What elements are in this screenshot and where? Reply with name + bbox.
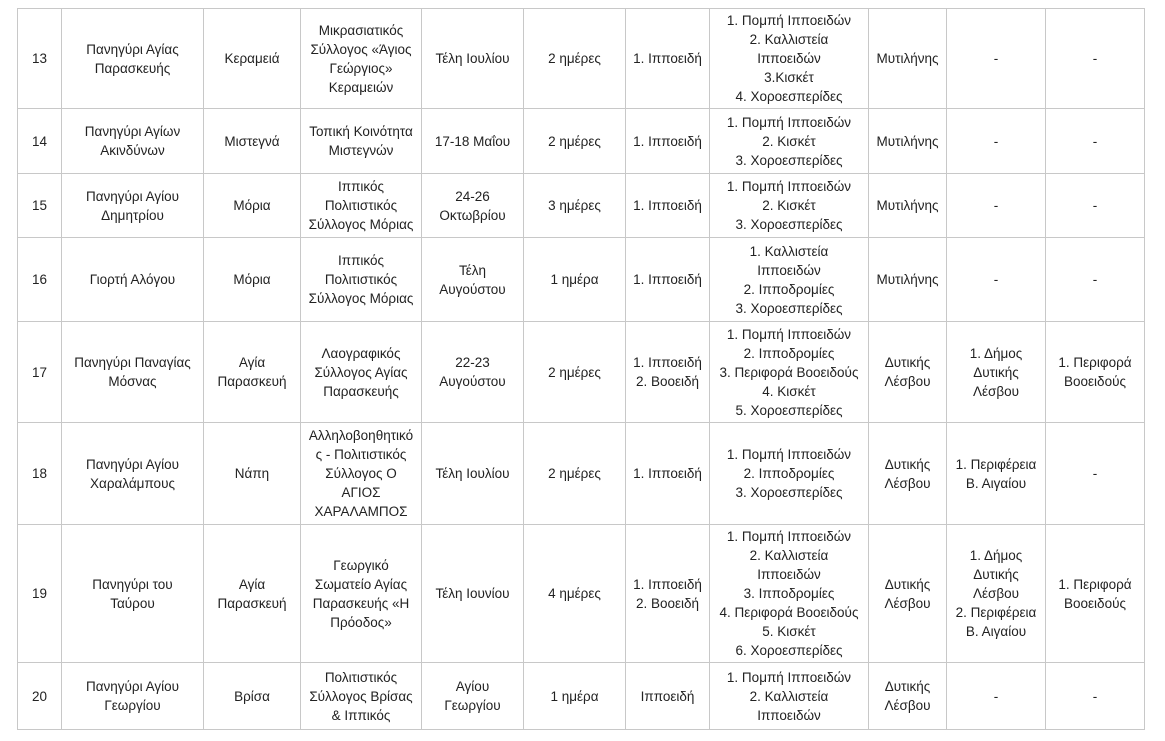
events-line: 1. Πομπή Ιπποειδών: [726, 326, 852, 342]
date-line: 24-26: [455, 188, 490, 204]
events-line: 1. Πομπή Ιπποειδών: [726, 447, 852, 462]
duration-cell: 4 ημέρες: [524, 525, 626, 663]
events-line: 1. Καλλιστεία: [749, 243, 829, 259]
support-line: Δυτικής: [973, 364, 1019, 380]
date-line: Αγίου: [455, 679, 490, 694]
municipality-line: Λέσβου: [884, 475, 931, 491]
municipality-line: Μυτιλήνης: [876, 51, 939, 66]
procession-cell: [1046, 109, 1145, 174]
animals-line: 1. Ιπποειδή: [633, 272, 702, 287]
village-cell: [204, 174, 301, 238]
events-cell: [710, 423, 869, 525]
duration-cell: 2 ημέρες: [524, 9, 626, 109]
village-line: Μόρια: [233, 272, 271, 287]
support-cell: [947, 238, 1046, 322]
animals-line: 1. Ιπποειδή: [633, 133, 702, 149]
organizer-cell: [301, 238, 422, 322]
festival-name-line: Πανηγύρι Αγίας: [86, 41, 179, 57]
events-line: 2. Καλλιστεία: [749, 688, 829, 704]
date-cell: [422, 109, 524, 174]
organizer-line: Σύλλογος Μόριας: [308, 217, 414, 232]
village-cell: [204, 238, 301, 322]
village-line: Μόρια: [233, 198, 271, 213]
organizer-line: Αλληλοβοηθητικό: [308, 428, 414, 443]
events-line: 3. Περιφορά Βοοειδούς: [719, 364, 859, 380]
date-cell: [422, 322, 524, 423]
organizer-line: Σύλλογος Αγίας: [314, 364, 408, 380]
festival-name-line: Δημητρίου: [101, 207, 164, 223]
events-line: 1. Πομπή Ιπποειδών: [726, 529, 852, 544]
organizer-line: Σύλλογος Βρίσας: [309, 688, 413, 704]
table-row: [18, 663, 1145, 730]
table-row: [18, 423, 1145, 525]
village-cell: [204, 109, 301, 174]
village-line: Αγία: [238, 576, 266, 592]
village-line: Νάπη: [234, 466, 270, 481]
organizer-line: Σωματείο Αγίας: [314, 576, 408, 592]
organizer-line: Παρασκευής «Η: [312, 595, 410, 611]
festival-name-cell: [62, 663, 204, 730]
procession-line: -: [1092, 198, 1098, 213]
date-cell: [422, 663, 524, 730]
table-row: [18, 109, 1145, 174]
animals-cell: [626, 322, 710, 423]
events-line: 3.Κισκέτ: [764, 70, 814, 85]
table-body: [18, 9, 1145, 730]
organizer-line: & Ιππικός: [331, 707, 391, 723]
municipality-cell: [869, 238, 947, 322]
organizer-cell: [301, 663, 422, 730]
festival-name-cell: [62, 322, 204, 423]
duration-cell: 1 ημέρα: [524, 238, 626, 322]
row-number-cell: 14: [18, 109, 62, 174]
row-number-cell: 20: [18, 663, 62, 730]
support-line: Β. Αιγαίου: [965, 624, 1027, 639]
organizer-cell: [301, 109, 422, 174]
events-line: Ιπποειδών: [757, 567, 821, 582]
events-cell: [710, 525, 869, 663]
organizer-line: Μικρασιατικός: [318, 22, 404, 38]
events-line: 2. Κισκέτ: [762, 133, 816, 149]
date-line: Γεωργίου: [444, 698, 501, 713]
festival-name-cell: [62, 9, 204, 109]
organizer-line: Ιππικός: [338, 179, 384, 194]
events-line: 2. Κισκέτ: [762, 198, 816, 213]
festival-name-line: Πανηγύρι Αγίου: [85, 456, 180, 472]
animals-line: 2. Βοοειδή: [635, 374, 700, 389]
organizer-cell: [301, 322, 422, 423]
row-number-cell: 17: [18, 322, 62, 423]
support-cell: [947, 174, 1046, 238]
row-number-cell: 16: [18, 238, 62, 322]
events-line: 2. Ιπποδρομίες: [743, 466, 835, 481]
procession-line: Βοοειδούς: [1064, 595, 1126, 611]
events-line: 3. Χοροεσπερίδες: [735, 217, 843, 232]
organizer-line: Μιστεγνών: [328, 143, 394, 158]
animals-line: Ιπποειδή: [640, 688, 695, 704]
animals-cell: [626, 525, 710, 663]
events-line: 6. Χοροεσπερίδες: [735, 643, 843, 658]
municipality-line: Μυτιλήνης: [876, 133, 939, 149]
date-line: 22-23: [455, 355, 490, 370]
festival-name-cell: [62, 174, 204, 238]
procession-cell: [1046, 238, 1145, 322]
organizer-line: ΧΑΡΑΛΑΜΠΟΣ: [314, 504, 408, 519]
municipality-line: Δυτικής: [884, 576, 931, 592]
village-cell: [204, 525, 301, 663]
village-cell: [204, 423, 301, 525]
municipality-cell: [869, 9, 947, 109]
table-row: [18, 238, 1145, 322]
support-cell: [947, 525, 1046, 663]
animals-line: 1. Ιπποειδή: [633, 576, 702, 592]
procession-line: 1. Περιφορά: [1058, 355, 1132, 370]
procession-cell: [1046, 525, 1145, 663]
festival-name-line: Πανηγύρι Αγίου: [85, 188, 180, 204]
support-line: -: [993, 272, 999, 287]
events-line: Ιπποειδών: [757, 51, 821, 66]
procession-cell: [1046, 9, 1145, 109]
row-number-cell: 15: [18, 174, 62, 238]
support-line: Λέσβου: [972, 383, 1020, 399]
municipality-line: Λέσβου: [884, 595, 931, 611]
organizer-line: Πολιτιστικός: [324, 669, 398, 685]
date-line: Τέλη Ιουνίου: [435, 586, 510, 601]
organizer-line: Σύλλογος «Άγιος: [310, 41, 412, 57]
animals-line: 2. Βοοειδή: [635, 595, 700, 611]
support-line: 2. Περιφέρεια: [955, 605, 1037, 620]
support-cell: [947, 322, 1046, 423]
events-cell: [710, 238, 869, 322]
support-line: Β. Αιγαίου: [965, 475, 1027, 491]
row-number-cell: 19: [18, 525, 62, 663]
support-line: 1. Περιφέρεια: [955, 456, 1037, 472]
organizer-line: ΑΓΙΟΣ: [341, 485, 381, 500]
support-line: 1. Δήμος: [969, 548, 1023, 563]
municipality-line: Λέσβου: [884, 374, 931, 389]
municipality-cell: [869, 322, 947, 423]
date-line: Τέλη Ιουλίου: [435, 466, 510, 481]
events-line: 5. Κισκέτ: [762, 624, 816, 639]
events-cell: [710, 322, 869, 423]
festival-name-cell: [62, 423, 204, 525]
procession-line: 1. Περιφορά: [1058, 576, 1132, 592]
municipality-line: Δυτικής: [884, 355, 931, 370]
organizer-cell: [301, 525, 422, 663]
animals-line: 1. Ιπποειδή: [633, 198, 702, 213]
festival-name-line: Πανηγύρι Παναγίας: [74, 355, 191, 370]
events-line: 3. Ιπποδρομίες: [743, 586, 835, 601]
organizer-line: Λαογραφικός: [321, 345, 401, 361]
festival-name-line: Πανηγύρι Αγίου: [85, 679, 180, 694]
support-cell: [947, 9, 1046, 109]
events-line: Ιπποειδών: [757, 707, 821, 723]
organizer-line: Πολιτιστικός: [324, 198, 398, 213]
festival-name-cell: [62, 525, 204, 663]
village-line: Παρασκευή: [217, 374, 287, 389]
events-line: 2. Καλλιστεία: [749, 548, 829, 563]
table-row: [18, 9, 1145, 109]
animals-line: 1. Ιπποειδή: [633, 466, 702, 481]
animals-line: 1. Ιπποειδή: [633, 355, 702, 370]
festivals-table: [17, 8, 1145, 730]
duration-cell: 2 ημέρες: [524, 423, 626, 525]
procession-line: -: [1092, 688, 1098, 704]
organizer-line: Γεώργιος»: [329, 60, 393, 76]
municipality-line: Λέσβου: [884, 698, 931, 713]
organizer-cell: [301, 174, 422, 238]
animals-cell: [626, 238, 710, 322]
support-line: -: [993, 51, 999, 66]
municipality-line: Μυτιλήνης: [876, 198, 939, 213]
village-line: Μιστεγνά: [224, 133, 280, 149]
animals-cell: [626, 663, 710, 730]
festival-name-line: Πανηγύρι του: [92, 576, 173, 592]
municipality-line: Δυτικής: [884, 456, 931, 472]
date-cell: [422, 525, 524, 663]
municipality-cell: [869, 174, 947, 238]
organizer-line: Σύλλογος Μόριας: [308, 291, 414, 306]
date-line: Αυγούστου: [439, 374, 506, 389]
procession-line: -: [1092, 51, 1098, 66]
municipality-cell: [869, 663, 947, 730]
events-line: 4. Περιφορά Βοοειδούς: [719, 605, 859, 620]
animals-cell: [626, 174, 710, 238]
events-line: 3. Χοροεσπερίδες: [735, 485, 843, 500]
events-cell: [710, 663, 869, 730]
village-line: Αγία: [238, 355, 266, 370]
support-cell: [947, 663, 1046, 730]
support-line: -: [993, 688, 999, 704]
festival-name-line: Μόσνας: [108, 374, 157, 389]
events-line: 1. Πομπή Ιπποειδών: [726, 179, 852, 194]
festival-name-line: Γεωργίου: [104, 698, 161, 713]
events-line: 1. Πομπή Ιπποειδών: [726, 114, 852, 130]
festival-name-line: Πανηγύρι Αγίων: [84, 124, 181, 139]
events-line: 2. Καλλιστεία: [749, 32, 829, 47]
village-line: Κεραμειά: [224, 51, 280, 66]
village-cell: [204, 663, 301, 730]
organizer-line: Κεραμειών: [328, 79, 394, 95]
organizer-line: Ιππικός: [338, 253, 384, 268]
table-row: [18, 174, 1145, 238]
organizer-line: Παρασκευής: [323, 383, 399, 399]
municipality-cell: [869, 423, 947, 525]
duration-cell: 1 ημέρα: [524, 663, 626, 730]
date-cell: [422, 423, 524, 525]
events-cell: [710, 109, 869, 174]
municipality-cell: [869, 109, 947, 174]
procession-cell: [1046, 174, 1145, 238]
organizer-line: Πρόοδος»: [330, 614, 392, 630]
village-cell: [204, 322, 301, 423]
festival-name-line: Χαραλάμπους: [90, 475, 175, 491]
animals-cell: [626, 423, 710, 525]
events-line: 2. Ιπποδρομίες: [743, 345, 835, 361]
procession-line: -: [1092, 466, 1098, 481]
organizer-line: Σύλλογος Ο: [325, 466, 397, 481]
date-cell: [422, 238, 524, 322]
date-line: Τέλη: [458, 262, 487, 278]
date-line: Οκτωβρίου: [439, 207, 506, 223]
animals-line: 1. Ιπποειδή: [633, 51, 702, 66]
duration-cell: 2 ημέρες: [524, 322, 626, 423]
support-cell: [947, 423, 1046, 525]
municipality-line: Δυτικής: [884, 679, 931, 694]
animals-cell: [626, 109, 710, 174]
events-line: 4. Χοροεσπερίδες: [735, 89, 843, 104]
procession-line: -: [1092, 272, 1098, 287]
row-number-cell: 13: [18, 9, 62, 109]
village-line: Βρίσα: [234, 688, 270, 704]
procession-line: -: [1092, 133, 1098, 149]
procession-cell: [1046, 322, 1145, 423]
procession-cell: [1046, 423, 1145, 525]
organizer-cell: [301, 423, 422, 525]
table-row: [18, 322, 1145, 423]
municipality-cell: [869, 525, 947, 663]
duration-cell: 2 ημέρες: [524, 109, 626, 174]
festival-name-line: Παρασκευής: [94, 60, 171, 76]
events-line: 3. Χοροεσπερίδες: [735, 300, 843, 316]
date-line: 17-18 Μαΐου: [434, 133, 511, 149]
events-line: 1. Πομπή Ιπποειδών: [726, 13, 852, 28]
festival-name-line: Ταύρου: [110, 595, 155, 611]
animals-cell: [626, 9, 710, 109]
support-line: -: [993, 198, 999, 213]
municipality-line: Μυτιλήνης: [876, 272, 939, 287]
duration-cell: 3 ημέρες: [524, 174, 626, 238]
date-line: Τέλη Ιουλίου: [435, 51, 510, 66]
village-line: Παρασκευή: [217, 595, 287, 611]
organizer-line: Πολιτιστικός: [324, 272, 398, 287]
row-number-cell: 18: [18, 423, 62, 525]
events-line: 2. Ιπποδρομίες: [743, 281, 835, 297]
table-row: [18, 525, 1145, 663]
events-line: 4. Κισκέτ: [762, 383, 816, 399]
events-cell: [710, 174, 869, 238]
festival-name-cell: [62, 109, 204, 174]
support-line: Λέσβου: [972, 586, 1020, 601]
village-cell: [204, 9, 301, 109]
support-cell: [947, 109, 1046, 174]
organizer-line: ς - Πολιτιστικός: [315, 447, 407, 462]
organizer-line: Τοπική Κοινότητα: [309, 124, 413, 139]
events-line: Ιπποειδών: [757, 262, 821, 278]
procession-cell: [1046, 663, 1145, 730]
support-line: -: [993, 133, 999, 149]
events-line: 1. Πομπή Ιπποειδών: [726, 669, 852, 685]
events-line: 3. Χοροεσπερίδες: [735, 152, 843, 168]
events-line: 5. Χοροεσπερίδες: [735, 402, 843, 418]
events-cell: [710, 9, 869, 109]
festival-name-line: Ακινδύνων: [100, 143, 165, 158]
date-cell: [422, 9, 524, 109]
date-cell: [422, 174, 524, 238]
festival-name-cell: [62, 238, 204, 322]
support-line: 1. Δήμος: [969, 345, 1023, 361]
organizer-line: Γεωργικό: [333, 557, 389, 573]
organizer-cell: [301, 9, 422, 109]
festival-name-line: Γιορτή Αλόγου: [89, 272, 176, 287]
date-line: Αυγούστου: [439, 281, 506, 297]
support-line: Δυτικής: [973, 567, 1019, 582]
procession-line: Βοοειδούς: [1064, 374, 1126, 389]
